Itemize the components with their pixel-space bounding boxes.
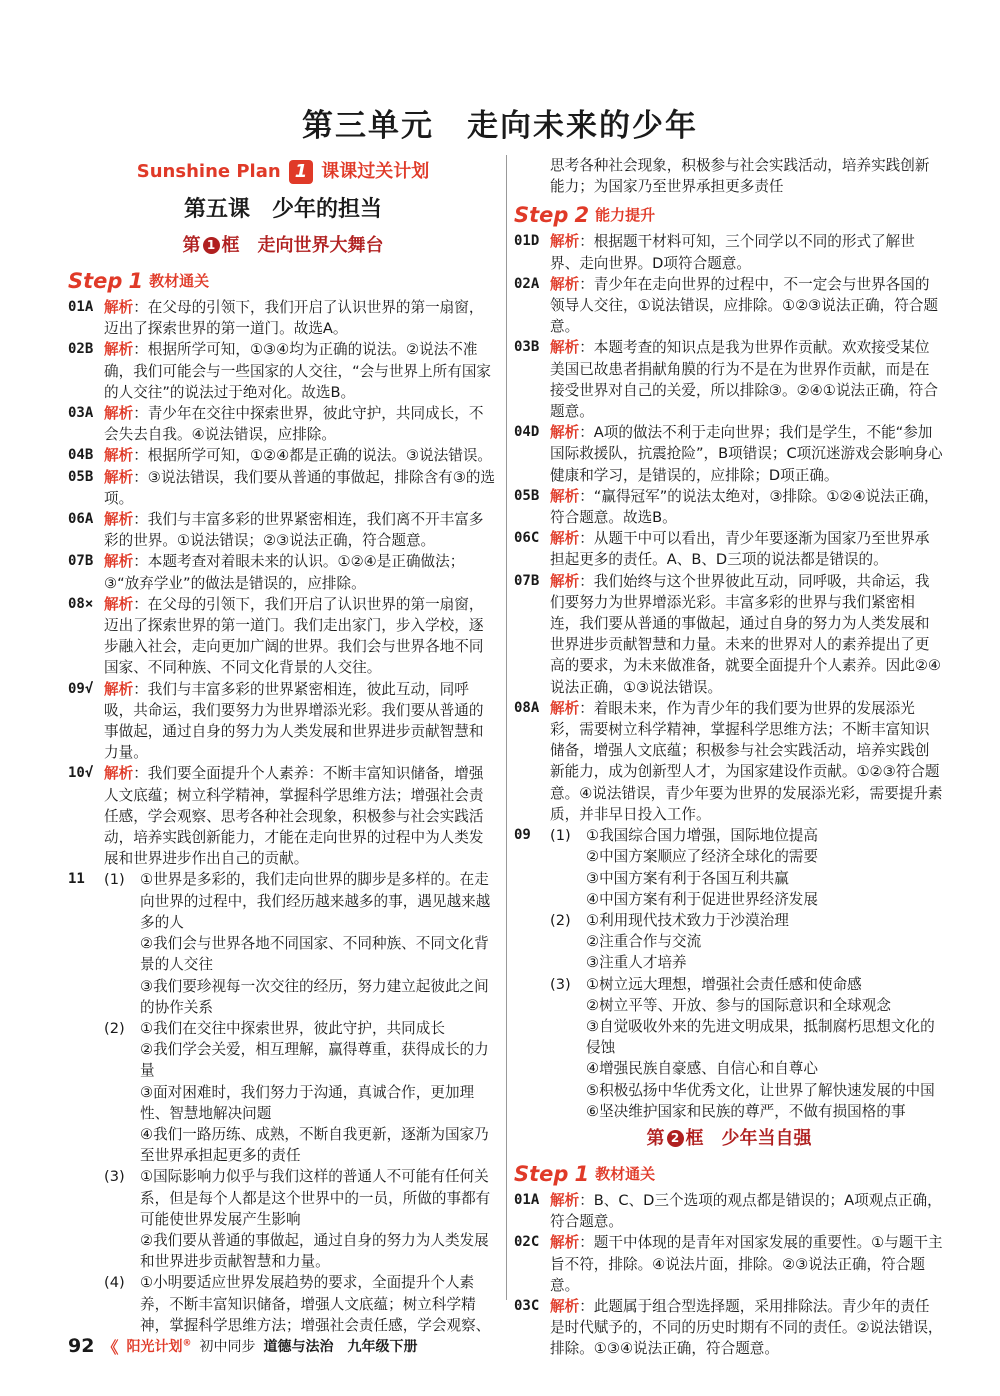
analysis-text: ：根据所学可知，①②④都是正确的说法。③说法错误。 xyxy=(133,447,493,465)
question-part xyxy=(550,910,944,974)
answer-list-right xyxy=(514,231,944,825)
step2-heading xyxy=(514,199,944,231)
question-part xyxy=(104,1018,498,1166)
analysis-tag: 解析 xyxy=(104,341,134,359)
step-number: 2 xyxy=(574,203,590,228)
answer-text xyxy=(104,403,498,445)
part-lines xyxy=(140,869,498,1017)
step-title: 教材通关 xyxy=(149,272,210,290)
unit-title: 第三单元 走向未来的少年 xyxy=(302,108,698,144)
part-line: ②我们会与世界各地不同国家、不同种族、不同文化背景的人交往 xyxy=(140,935,489,974)
answer-item xyxy=(514,231,944,273)
left-column xyxy=(68,155,498,1336)
part-line: ①国际影响力似乎与我们这样的普通人不可能有任何关系，但是每个人都是这个世界中的一员，所做的事都有可能使世界发展产生影响 xyxy=(140,1168,491,1228)
analysis-text: ：在父母的引领下，我们开启了认识世界的第一扇窗，迈出了探索世界的第一道门。我们走出家门，步入学校，逐步融入社会，走向更加广阔的世界。我们会与世界各地不同国家、不同种族、不同文化背景的人交往。 xyxy=(104,595,484,677)
step1-heading xyxy=(68,265,498,297)
answer-text xyxy=(550,274,944,338)
plan-label: 课课过关计划 xyxy=(321,161,430,183)
part-label: (3) xyxy=(550,975,571,993)
frame-post: 框 少年当自强 xyxy=(685,1127,812,1149)
frame-post: 框 走向世界大舞台 xyxy=(221,235,384,256)
answer-item xyxy=(68,763,498,869)
answer-item xyxy=(514,1232,944,1296)
answer-item xyxy=(68,679,498,764)
answer-text xyxy=(104,594,498,679)
analysis-text: ：A项的做法不利于走向世界；我们是学生，不能“参加国际救援队，抗震抢险”，B项错误；C项沉迷游戏会影响身心健康和学习，是错误的，应排除；D项正确。 xyxy=(550,424,943,484)
answer-number: 01A xyxy=(514,1191,540,1208)
answer-text xyxy=(104,679,498,764)
answer-item xyxy=(514,337,944,422)
question-part xyxy=(550,825,944,910)
part-label: (4) xyxy=(104,1274,125,1292)
plan-number-badge: 1 xyxy=(289,160,314,184)
analysis-tag: 解析 xyxy=(550,339,580,357)
part-lines xyxy=(586,974,944,1122)
answer-item xyxy=(514,486,944,528)
part-label: (2) xyxy=(104,1019,125,1037)
analysis-tag: 解析 xyxy=(104,468,134,486)
analysis-tag: 解析 xyxy=(550,1191,580,1209)
answer-text xyxy=(104,551,498,593)
step-number: 1 xyxy=(574,1161,590,1186)
answer-item xyxy=(514,1296,944,1360)
part-lines xyxy=(140,1018,498,1166)
question-body xyxy=(550,825,944,1122)
part-line: ①我国综合国力增强，国际地位提高 xyxy=(586,827,818,845)
analysis-text: ：我们与丰富多彩的世界紧密相连，彼此互动，同呼吸，共命运，我们要努力为世界增添光彩。我们要从普通的事做起，通过自身的努力为人类发展和世界进步贡献智慧和力量。 xyxy=(104,680,484,762)
answer-number: 04B xyxy=(68,447,94,464)
frame-pre: 第 xyxy=(646,1127,665,1149)
step-word: Step xyxy=(68,269,123,293)
answer-text xyxy=(104,445,498,466)
analysis-tag: 解析 xyxy=(104,553,134,571)
answer-item xyxy=(68,594,498,679)
answer-text xyxy=(104,339,498,403)
analysis-tag: 解析 xyxy=(104,405,134,423)
analysis-text: ：“赢得冠军”的说法太绝对，③排除。①②④说法正确，符合题意。故选B。 xyxy=(550,487,939,527)
step-title: 教材通关 xyxy=(595,1164,656,1183)
analysis-tag: 解析 xyxy=(104,680,134,698)
step-number: 1 xyxy=(128,269,144,293)
frame-title-1 xyxy=(68,229,498,263)
part-lines xyxy=(586,910,944,974)
answer-text xyxy=(104,467,498,509)
answer-number: 01A xyxy=(68,299,94,315)
brand-name xyxy=(126,1336,191,1356)
answer-item xyxy=(68,339,498,403)
question-number: 11 xyxy=(68,871,85,888)
part-line: ④我们一路历练、成熟，不断自我更新，逐渐为国家乃至世界承担起更多的责任 xyxy=(140,1125,489,1165)
answer-number: 06A xyxy=(68,511,94,528)
part-label: (3) xyxy=(104,1168,125,1186)
answer-number: 08A xyxy=(514,699,540,716)
analysis-text: ：根据所学可知，①③④均为正确的说法。②说法不准确，我们可能会与一些国家的人交往，“会与世界上所有国家的人交往”的说法过于绝对化。故选B。 xyxy=(104,341,492,401)
brand-text: 阳光计划 xyxy=(126,1339,183,1355)
part-line: ③面对困难时，我们努力于沟通，真诚合作，更加理性、智慧地解决问题 xyxy=(140,1083,475,1122)
step-word: Step xyxy=(514,1161,569,1186)
question-11 xyxy=(68,869,498,1335)
part-line: ①我们在交往中探索世界，彼此守护，共同成长 xyxy=(140,1019,445,1037)
analysis-tag: 解析 xyxy=(104,765,134,783)
page-footer xyxy=(68,1334,417,1358)
answer-item xyxy=(68,445,498,466)
part-lines xyxy=(586,825,944,910)
right-column xyxy=(514,155,944,1360)
part-label: (2) xyxy=(550,911,571,929)
analysis-text: ：③说法错误，我们要从普通的事做起，排除含有③的选项。 xyxy=(104,468,496,507)
answer-text xyxy=(550,422,944,486)
analysis-tag: 解析 xyxy=(550,233,580,251)
answer-item xyxy=(68,467,498,509)
answer-number: 10√ xyxy=(68,765,94,782)
answer-number: 03B xyxy=(514,339,540,356)
page-number: 92 xyxy=(68,1335,95,1357)
answer-item xyxy=(514,698,944,825)
answer-number: 02C xyxy=(514,1234,540,1251)
part-line: ③中国方案有利于各国互利共赢 xyxy=(586,869,789,887)
answer-list-left xyxy=(68,297,498,869)
answer-item xyxy=(514,422,944,486)
answer-text xyxy=(550,231,944,273)
lesson-title: 第五课 少年的担当 xyxy=(183,196,382,222)
answer-item xyxy=(514,571,944,698)
question-part xyxy=(104,869,498,1017)
answer-text xyxy=(550,528,944,570)
frame-pre: 第 xyxy=(182,235,201,256)
frame-number-icon: 1 xyxy=(203,237,220,254)
question-number: 09 xyxy=(514,827,531,844)
frame-number-icon: 2 xyxy=(667,1130,684,1147)
answer-number: 03C xyxy=(514,1297,540,1314)
part-line: ①世界是多彩的，我们走向世界的脚步是多样的。在走向世界的过程中，我们经历越来越多的事，遇见越来越多的人 xyxy=(140,871,491,931)
answer-number: 01D xyxy=(514,233,540,250)
answer-text xyxy=(550,1232,944,1296)
analysis-tag: 解析 xyxy=(104,299,134,316)
analysis-text: ：在父母的引领下，我们开启了认识世界的第一扇窗，迈出了探索世界的第一道门。故选A。 xyxy=(104,299,484,338)
answer-number: 08× xyxy=(68,595,94,612)
analysis-tag: 解析 xyxy=(104,511,134,529)
double-chevron-icon: 《 xyxy=(102,1337,119,1357)
answer-text xyxy=(104,763,498,869)
analysis-text: ：此题属于组合型选择题，采用排除法。青少年的责任是时代赋予的，不同的历史时期有不同的责任。②说法错误，排除。①③④说法正确，符合题意。 xyxy=(550,1297,943,1358)
analysis-tag: 解析 xyxy=(550,1234,580,1252)
question-item xyxy=(514,825,944,1122)
question-part xyxy=(550,974,944,1122)
frame-title-2 xyxy=(514,1122,944,1156)
analysis-text: ：着眼未来，作为青少年的我们要为世界的发展添光彩，需要树立科学精神，掌握科学思维方法；不断丰富知识储备，增强人文底蕴；积极参与社会实践活动，培养实践创新能力，成为创新型人才，为国家建设作贡献。①②③符合题意。④说法错误，青少年要为世界的发展添光彩，需要提升素质，并非早日投入工作。 xyxy=(550,699,943,823)
part-line: ②我们学会关爱，相互理解，赢得尊重，获得成长的力量 xyxy=(140,1041,489,1080)
part-line: ①小明要适应世界发展趋势的要求，全面提升个人素养，不断丰富知识储备，增强人文底蕴；树立科学精神，掌握科学思维方法；增强社会责任感，学会观察、 xyxy=(140,1274,491,1334)
answer-number: 02A xyxy=(514,275,540,292)
analysis-text: ：从题干中可以看出，青少年要逐渐为国家乃至世界承担起更多的责任。A、B、D三项的说法都是错误的。 xyxy=(550,530,930,569)
part-line: ⑤积极弘扬中华优秀文化，让世界了解快速发展的中国 xyxy=(586,1081,935,1099)
part-line: ②树立平等、开放、参与的国际意识和全球观念 xyxy=(586,996,891,1014)
part-lines xyxy=(140,1166,498,1272)
question-09 xyxy=(514,825,944,1122)
analysis-tag: 解析 xyxy=(550,530,580,548)
analysis-tag: 解析 xyxy=(550,424,580,442)
analysis-tag: 解析 xyxy=(550,487,580,505)
analysis-tag: 解析 xyxy=(104,595,134,613)
answer-text xyxy=(550,1190,944,1232)
continued-text: 思考各种社会现象，积极参与社会实践活动，培养实践创新能力；为国家乃至世界承担更多责任 xyxy=(550,157,930,196)
part-line: ③我们要珍视每一次交往的经历，努力建立起彼此之间的协作关系 xyxy=(140,977,489,1016)
question-part xyxy=(104,1166,498,1272)
part-line: ④增强民族自豪感、自信心和自尊心 xyxy=(586,1060,818,1078)
part-line: ②中国方案顺应了经济全球化的需要 xyxy=(586,848,818,866)
answer-item xyxy=(514,1190,944,1232)
step1b-heading xyxy=(514,1158,944,1190)
answer-number: 02B xyxy=(68,341,94,358)
part-label: (1) xyxy=(104,871,125,889)
analysis-tag: 解析 xyxy=(550,1297,580,1315)
sunshine-plan-header xyxy=(68,155,498,189)
step-word: Step xyxy=(514,203,569,228)
answer-list-right-2 xyxy=(514,1190,944,1360)
answer-number: 09√ xyxy=(68,680,94,697)
book-name: 道德与法治 九年级下册 xyxy=(263,1339,418,1355)
answer-text xyxy=(550,571,944,698)
analysis-text: ：题干中体现的是青年对国家发展的重要性。①与题干主旨不符，排除。④说法片面，排除。②③说法正确，符合题意。 xyxy=(550,1234,943,1294)
analysis-text: ：本题考查的知识点是我为世界作贡献。欢欢接受某位美国已故患者捐献角膜的行为不是在为世界作贡献，而是在接受世界对自己的关爱，所以排除③。②④①说法正确，符合题意。 xyxy=(550,339,938,421)
answer-number: 07B xyxy=(514,572,540,589)
question-part xyxy=(104,1272,498,1336)
column-divider xyxy=(506,155,507,1300)
answer-text xyxy=(550,486,944,528)
answer-item xyxy=(514,274,944,338)
registered-mark: ® xyxy=(182,1338,192,1349)
answer-number: 05B xyxy=(68,468,94,485)
analysis-text: ：我们与丰富多彩的世界紧密相连，我们离不开丰富多彩的世界。①说法错误；②③说法正确，符合题意。 xyxy=(104,511,484,550)
part-line: ③注重人才培养 xyxy=(586,954,687,972)
part-line: ①利用现代技术致力于沙漠治理 xyxy=(586,911,789,929)
answer-text xyxy=(550,1296,944,1360)
answer-item xyxy=(514,528,944,570)
part-line: ①树立远大理想，增强社会责任感和使命感 xyxy=(586,975,862,993)
part-line: ③自觉吸收外来的先进文明成果，抵制腐朽思想文化的侵蚀 xyxy=(586,1017,935,1057)
analysis-text: ：B、C、D三个选项的观点都是错误的；A项观点正确，符合题意。 xyxy=(550,1191,942,1231)
answer-number: 03A xyxy=(68,405,94,422)
analysis-tag: 解析 xyxy=(550,275,580,293)
part-lines xyxy=(140,1272,498,1336)
analysis-tag: 解析 xyxy=(550,699,580,717)
answer-text xyxy=(550,337,944,422)
part-line: ②注重合作与交流 xyxy=(586,933,702,951)
analysis-text: ：我们要全面提升个人素养：不断丰富知识储备，增强人文底蕴；树立科学精神，掌握科学思维方法；增强社会责任感，学会观察、思考各种社会现象，积极参与社会实践活动，培养实践创新能力，才能在走向世界的过程中为人类发展和世界进步作出自己的贡献。 xyxy=(104,765,484,868)
analysis-tag: 解析 xyxy=(550,572,580,590)
part-line: ⑥坚决维护国家和民族的尊严，不做有损国格的事 xyxy=(586,1102,906,1120)
analysis-text: ：青少年在交往中探索世界，彼此守护，共同成长，不会失去自我。④说法错误，应排除。 xyxy=(104,405,484,444)
part-label: (1) xyxy=(550,827,571,845)
analysis-text: ：我们始终与这个世界彼此互动，同呼吸，共命运，我们要努力为世界增添光彩。丰富多彩的世界与我们紧密相连，我们要从普通的事做起，通过自身的努力为人类发展和世界进步贡献智慧和力量。未来的世界对人的素养提出了更高的要求，为未来做准备，就要全面提升个人素养。因此②④说法正确，①③说法错误。 xyxy=(550,572,942,696)
step-title: 能力提升 xyxy=(595,206,656,225)
answer-text xyxy=(104,297,498,339)
analysis-text: ：青少年在走向世界的过程中，不一定会与世界各国的领导人交往，①说法错误，应排除。①②③说法正确，符合题意。 xyxy=(550,275,938,336)
answer-item xyxy=(68,551,498,593)
answer-item xyxy=(68,403,498,445)
analysis-text: ：根据题干材料可知，三个同学以不同的形式了解世界、走向世界。D项符合题意。 xyxy=(550,233,915,272)
question-body xyxy=(104,869,498,1335)
answer-number: 06C xyxy=(514,530,540,547)
series-name: 初中同步 xyxy=(199,1339,256,1355)
answer-text xyxy=(104,509,498,551)
answer-text xyxy=(550,698,944,825)
answer-number: 05B xyxy=(514,487,540,504)
sunshine-plan-text: Sunshine Plan xyxy=(136,161,281,183)
answer-item xyxy=(68,509,498,551)
part-line: ②我们要从普通的事做起，通过自身的努力为人类发展和世界进步贡献智慧和力量。 xyxy=(140,1231,489,1271)
part-line: ④中国方案有利于促进世界经济发展 xyxy=(586,890,818,908)
answer-number: 07B xyxy=(68,553,94,570)
question-item xyxy=(68,869,498,1335)
analysis-text: ：本题考查对着眼未来的认识。①②④是正确做法；③“放弃学业”的做法是错误的，应排除。 xyxy=(104,553,465,592)
analysis-tag: 解析 xyxy=(104,447,134,465)
answer-number: 04D xyxy=(514,424,540,441)
answer-item xyxy=(68,297,498,339)
